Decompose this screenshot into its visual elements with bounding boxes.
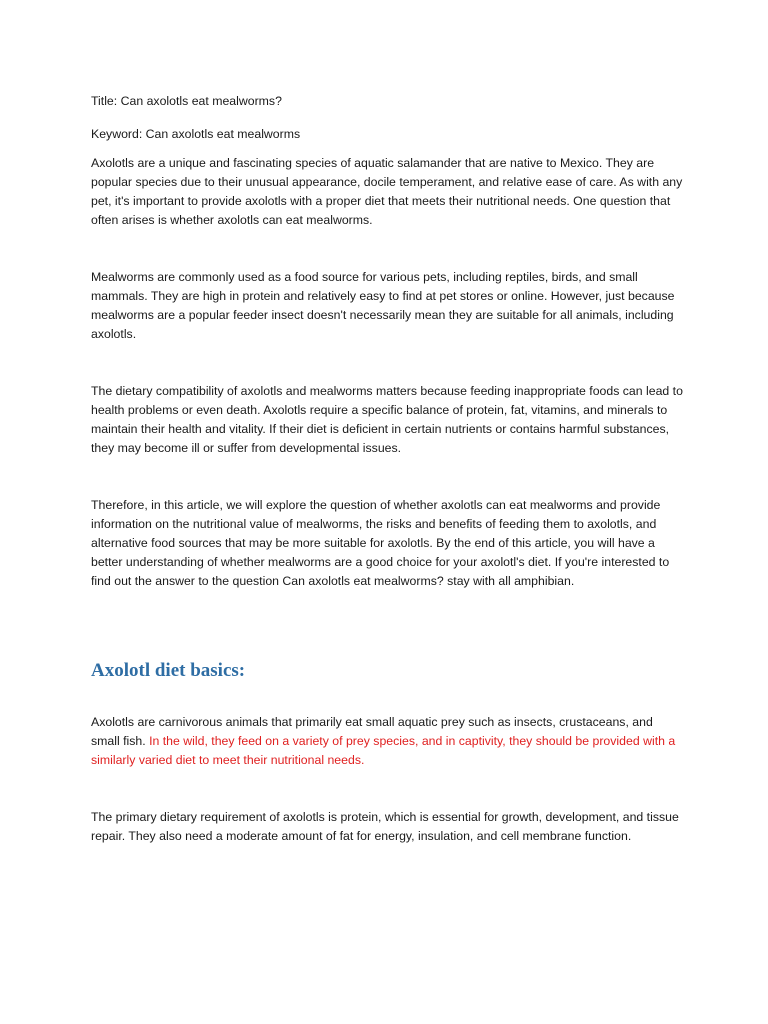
heading-spacer — [91, 683, 683, 713]
basics-paragraph-1-highlight: In the wild, they feed on a variety of prey species, and in captivity, they should be provided with a similarly varied diet to meet their nutritional needs. — [91, 734, 676, 767]
intro-paragraph-1: Axolotls are a unique and fascinating species of aquatic salamander that are native to Mexico. They are popular species due to their unusual appearance, docile temperament, and relative ease of care. As with any pet, it's important to provide axolotls with a proper diet that meets their nutritional needs. One question that often arises is whether axolotls can eat mealworms. — [91, 156, 683, 227]
section-spacer — [91, 591, 683, 659]
document-page — [91, 92, 683, 846]
basics-paragraph-1 — [91, 713, 683, 770]
paragraph-spacer — [91, 770, 683, 808]
paragraph-spacer — [91, 230, 683, 268]
basics-paragraph-1-text: Axolotls are carnivorous animals that primarily eat small aquatic prey such as insects, crustaceans, and small fish. — [91, 715, 653, 748]
intro-paragraph-3: The dietary compatibility of axolotls and mealworms matters because feeding inappropriate foods can lead to health problems or even death. Axolotls require a specific balance of protein, fat, vitamins, and minerals to maintain their health and vitality. If their diet is deficient in certain nutrients or contains harmful substances, they may become ill or suffer from developmental issues. — [91, 384, 683, 455]
intro-paragraph-4: Therefore, in this article, we will explore the question of whether axolotls can eat mealworms and provide information on the nutritional value of mealworms, the risks and benefits of feeding them to axolotls, and alternative food sources that may be more suitable for axolotls. By the end of this article, you will have a better understanding of whether mealworms are a good choice for your axolotl's diet. If you're interested to find out the answer to the question Can axolotls eat mealworms? stay with all amphibian. — [91, 498, 670, 588]
keyword-line: Keyword: Can axolotls eat mealworms — [91, 127, 301, 141]
paragraph-spacer — [91, 458, 683, 496]
section-heading: Axolotl diet basics: — [91, 660, 246, 681]
paragraph-spacer — [91, 344, 683, 382]
basics-paragraph-2: The primary dietary requirement of axolotls is protein, which is essential for growth, development, and tissue repair. They also need a moderate amount of fat for energy, insulation, and cell membrane function. — [91, 810, 679, 843]
title-line: Title: Can axolotls eat mealworms? — [91, 94, 282, 108]
intro-paragraph-2: Mealworms are commonly used as a food source for various pets, including reptiles, birds, and small mammals. They are high in protein and relatively easy to find at pet stores or online. However, just because mealworms are a popular feeder insect doesn't necessarily mean they are suitable for all animals, including axolotls. — [91, 270, 675, 341]
